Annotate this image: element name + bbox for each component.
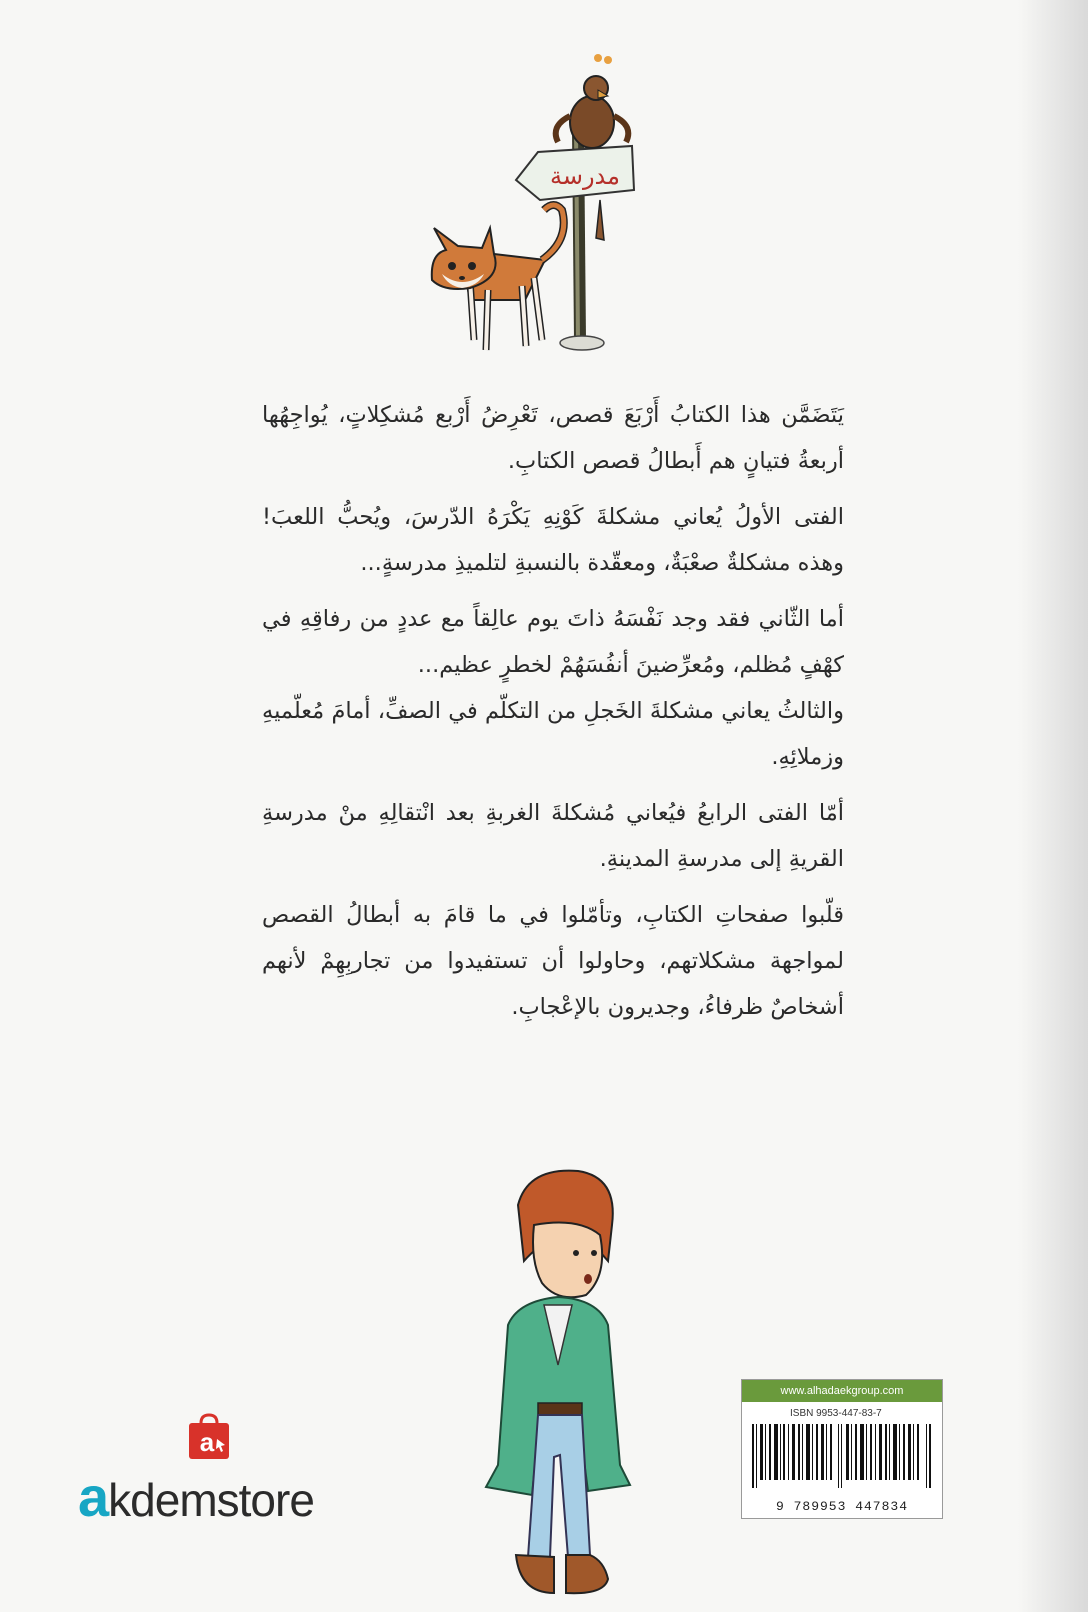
paragraph-fourth-boy: أمّا الفتى الرابعُ فيُعاني مُشكلةَ الغربةِ بعد انْتقالِهِ منْ مدرسةِ القريةِ إلى مدرسةِ المدينةِ. (262, 800, 844, 872)
barcode-bars (752, 1424, 932, 1488)
barcode-digits: 9 789953 447834 (775, 1499, 909, 1514)
paragraph-intro: يَتَضَمَّن هذا الكتابُ أَرْبَعَ قصص، تَعْرِضُ أَرْبع مُشكِلاتٍ، يُواجِهُها أربعةُ فتيانٍ هم أَبطالُ قصص الكتابِ. (262, 402, 844, 474)
paragraph-third-boy: والثالثُ يعاني مشكلةَ الخَجلِ من التكلّم في الصفِّ، أمامَ مُعلّميهِ وزملائِهِ. (262, 698, 844, 770)
sign-label: مدرسة (549, 162, 621, 190)
walking-boy-illustration (458, 1165, 658, 1605)
page-edge-shadow (1018, 0, 1088, 1612)
cat-illustration (432, 205, 564, 350)
store-logo (78, 1464, 314, 1529)
signpost-cat-illustration (430, 50, 670, 370)
publisher-url: www.alhadaekgroup.com (742, 1380, 942, 1402)
paragraph-first-boy: الفتى الأولُ يُعاني مشكلةَ كَوْنِهِ يَكْرَهُ الدّرسَ، ويُحبُّ اللعبَ! وهذه مشكلةٌ صعْبَةٌ، ومعقّدة بالنسبةِ لتلميذِ مدرسةٍ... (262, 504, 844, 576)
logo-icon-letter: a (199, 1427, 215, 1457)
logo-letter-a: a (78, 1465, 109, 1528)
logo-wordmark: kdemstore (108, 1474, 314, 1526)
description-text (262, 392, 844, 1040)
barcode-label (741, 1379, 943, 1519)
isbn-number: ISBN 9953-447-83-7 (790, 1408, 882, 1419)
gift-bag-icon (185, 1413, 233, 1461)
paragraph-closing: قلّبوا صفحاتِ الكتابِ، وتأمّلوا في ما قامَ به أبطالُ القصص لمواجهة مشكلاتهم، وحاولوا أن تستفيدوا من تجاربِهِمْ لأنهم أشخاصٌ ظرفاءُ، وجديرون بالإعْجابِ. (262, 902, 844, 1020)
paragraph-second-boy: أما الثّاني فقد وجد نَفْسَهُ ذاتَ يوم عالِقاً مع عددٍ من رفاقِهِ في كهْفٍ مُظلم، ومُعرِّضينَ أنفُسَهُمْ لخطرٍ عظيم... (262, 606, 844, 678)
